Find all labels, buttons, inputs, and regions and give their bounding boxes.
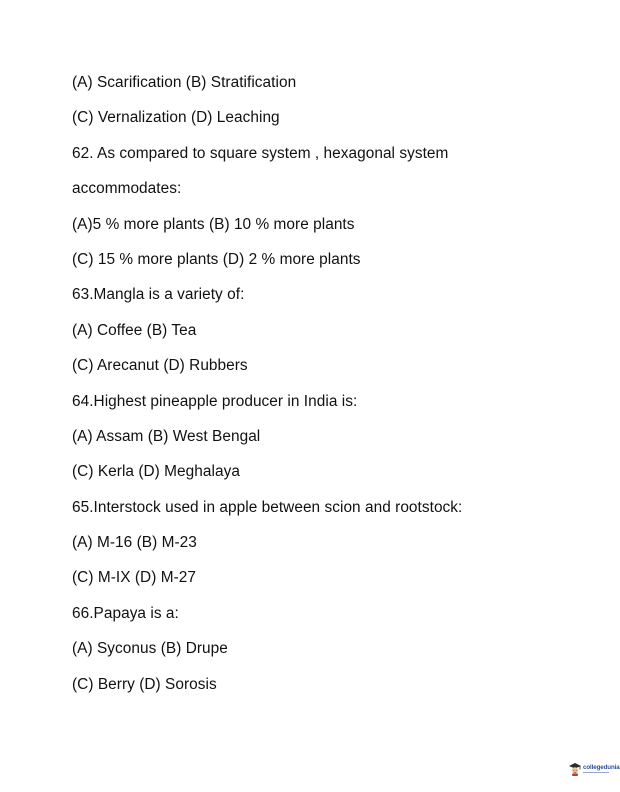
option-line-q65-a-b: (A) M-16 (B) M-23 — [72, 534, 197, 552]
option-line-q64-c-d: (C) Kerla (D) Meghalaya — [72, 463, 240, 481]
option-line-q66-c-d: (C) Berry (D) Sorosis — [72, 675, 217, 693]
logo-wordmark: collegedunia — [583, 763, 620, 771]
option-line-q63-a-b: (A) Coffee (B) Tea — [72, 321, 197, 339]
option-line-q66-a-b: (A) Syconus (B) Drupe — [72, 640, 228, 658]
option-line-q63-c-d: (C) Arecanut (D) Rubbers — [72, 357, 248, 375]
graduate-mascot-icon — [569, 762, 581, 776]
question-65: 65.Interstock used in apple between scion and rootstock: — [72, 498, 463, 516]
question-64: 64.Highest pineapple producer in India is: — [72, 392, 358, 410]
question-66: 66.Papaya is a: — [72, 604, 179, 622]
option-line-q61-c-d: (C) Vernalization (D) Leaching — [72, 109, 280, 127]
option-line-q64-a-b: (A) Assam (B) West Bengal — [72, 427, 261, 445]
question-text-block — [72, 72, 542, 709]
question-63: 63.Mangla is a variety of: — [72, 286, 245, 304]
option-line-q62-c-d: (C) 15 % more plants (D) 2 % more plants — [72, 250, 361, 268]
collegedunia-logo — [569, 760, 620, 778]
option-line-q62-a-b: (A)5 % more plants (B) 10 % more plants — [72, 215, 355, 233]
option-line-q65-c-d: (C) M-IX (D) M-27 — [72, 569, 196, 587]
logo-tagline-bar — [583, 772, 609, 774]
question-62-line-2: accommodates: — [72, 180, 182, 198]
question-62-line-1: 62. As compared to square system , hexagonal system — [72, 144, 449, 162]
option-line-q61-a-b: (A) Scarification (B) Stratification — [72, 74, 297, 91]
